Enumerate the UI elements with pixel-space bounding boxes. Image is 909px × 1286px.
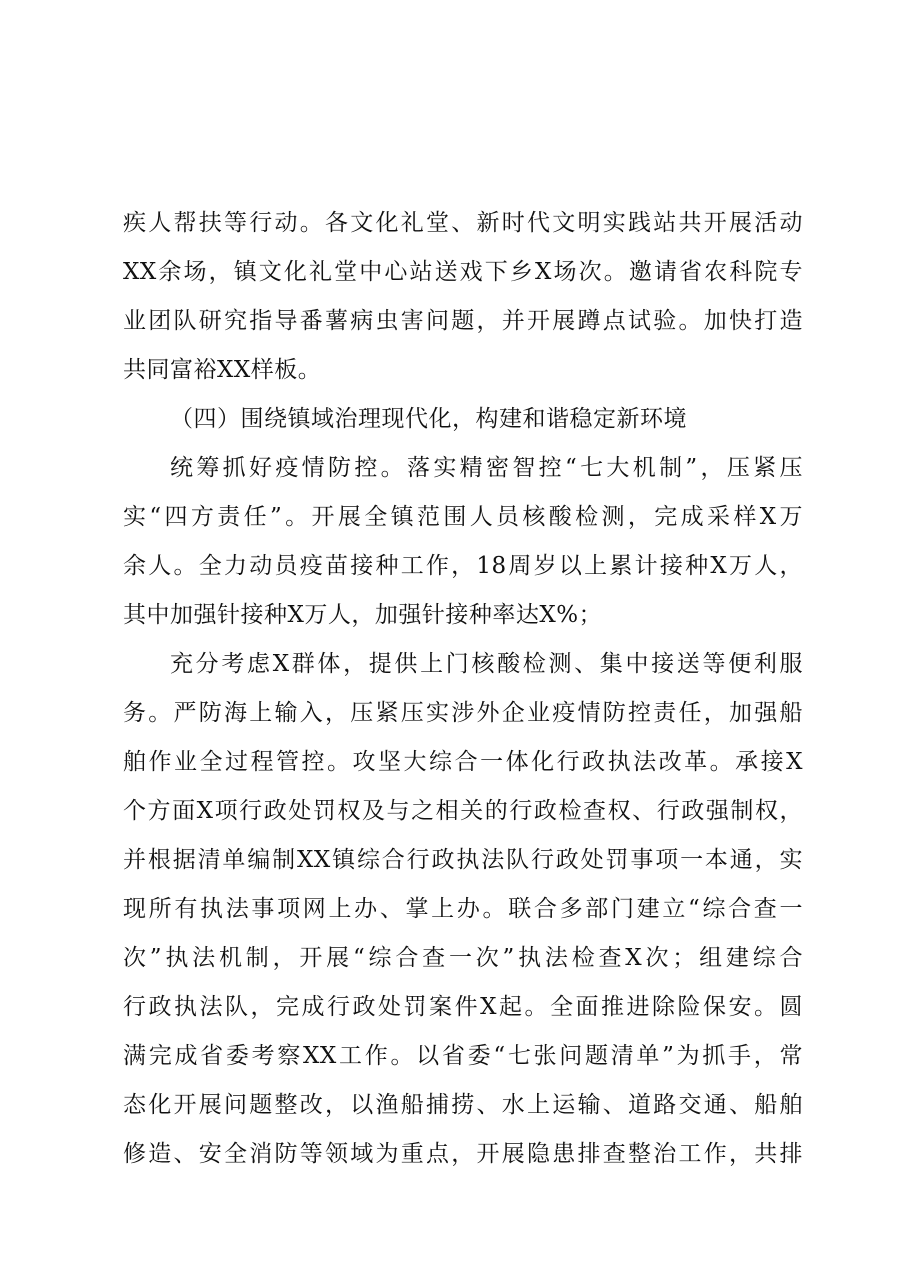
body-text-line: 满完成省委考察XX工作。以省委“七张问题清单”为抓手，常 <box>123 1043 803 1069</box>
body-text-line: 舶作业全过程管控。攻坚大综合一体化行政执法改革。承接X <box>123 749 803 775</box>
body-text-line: 次”执法机制，开展“综合查一次”执法检查X次；组建综合 <box>123 945 803 971</box>
body-text-line: 行政执法队，完成行政处罚案件X起。全面推进除险保安。圆 <box>123 994 803 1020</box>
body-text-line: 共同富裕XX样板。 <box>123 357 322 383</box>
body-text-line: 实“四方责任”。开展全镇范围人员核酸检测，完成采样X万 <box>123 504 804 530</box>
body-text-line: 修造、安全消防等领域为重点，开展隐患排查整治工作，共排 <box>123 1141 803 1167</box>
body-text-line: 并根据清单编制XX镇综合行政执法队行政处罚事项一本通，实 <box>123 847 803 873</box>
paragraph-first-line: 充分考虑X群体，提供上门核酸检测、集中接送等便利服 <box>170 651 803 677</box>
body-text-line: 个方面X项行政处罚权及与之相关的行政检查权、行政强制权， <box>123 798 803 824</box>
body-text-line: 态化开展问题整改，以渔船捕捞、水上运输、道路交通、船舶 <box>123 1092 803 1118</box>
body-text-line: XX余场，镇文化礼堂中心站送戏下乡X场次。邀请省农科院专 <box>123 259 803 285</box>
section-heading: （四）围绕镇域治理现代化，构建和谐稳定新环境 <box>170 406 687 432</box>
body-text-line: 疾人帮扶等行动。各文化礼堂、新时代文明实践站共开展活动 <box>123 210 803 236</box>
body-text-line: 业团队研究指导番薯病虫害问题，并开展蹲点试验。加快打造 <box>123 308 803 334</box>
body-text-line: 其中加强针接种X万人，加强针接种率达X%； <box>123 602 603 628</box>
body-text-line: 现所有执法事项网上办、掌上办。联合多部门建立“综合查一 <box>123 896 803 922</box>
body-text-line: 余人。全力动员疫苗接种工作，18周岁以上累计接种X万人， <box>123 553 803 579</box>
paragraph-first-line: 统筹抓好疫情防控。落实精密智控“七大机制”，压紧压 <box>170 455 803 481</box>
body-text-line: 务。严防海上输入，压紧压实涉外企业疫情防控责任，加强船 <box>123 700 803 726</box>
